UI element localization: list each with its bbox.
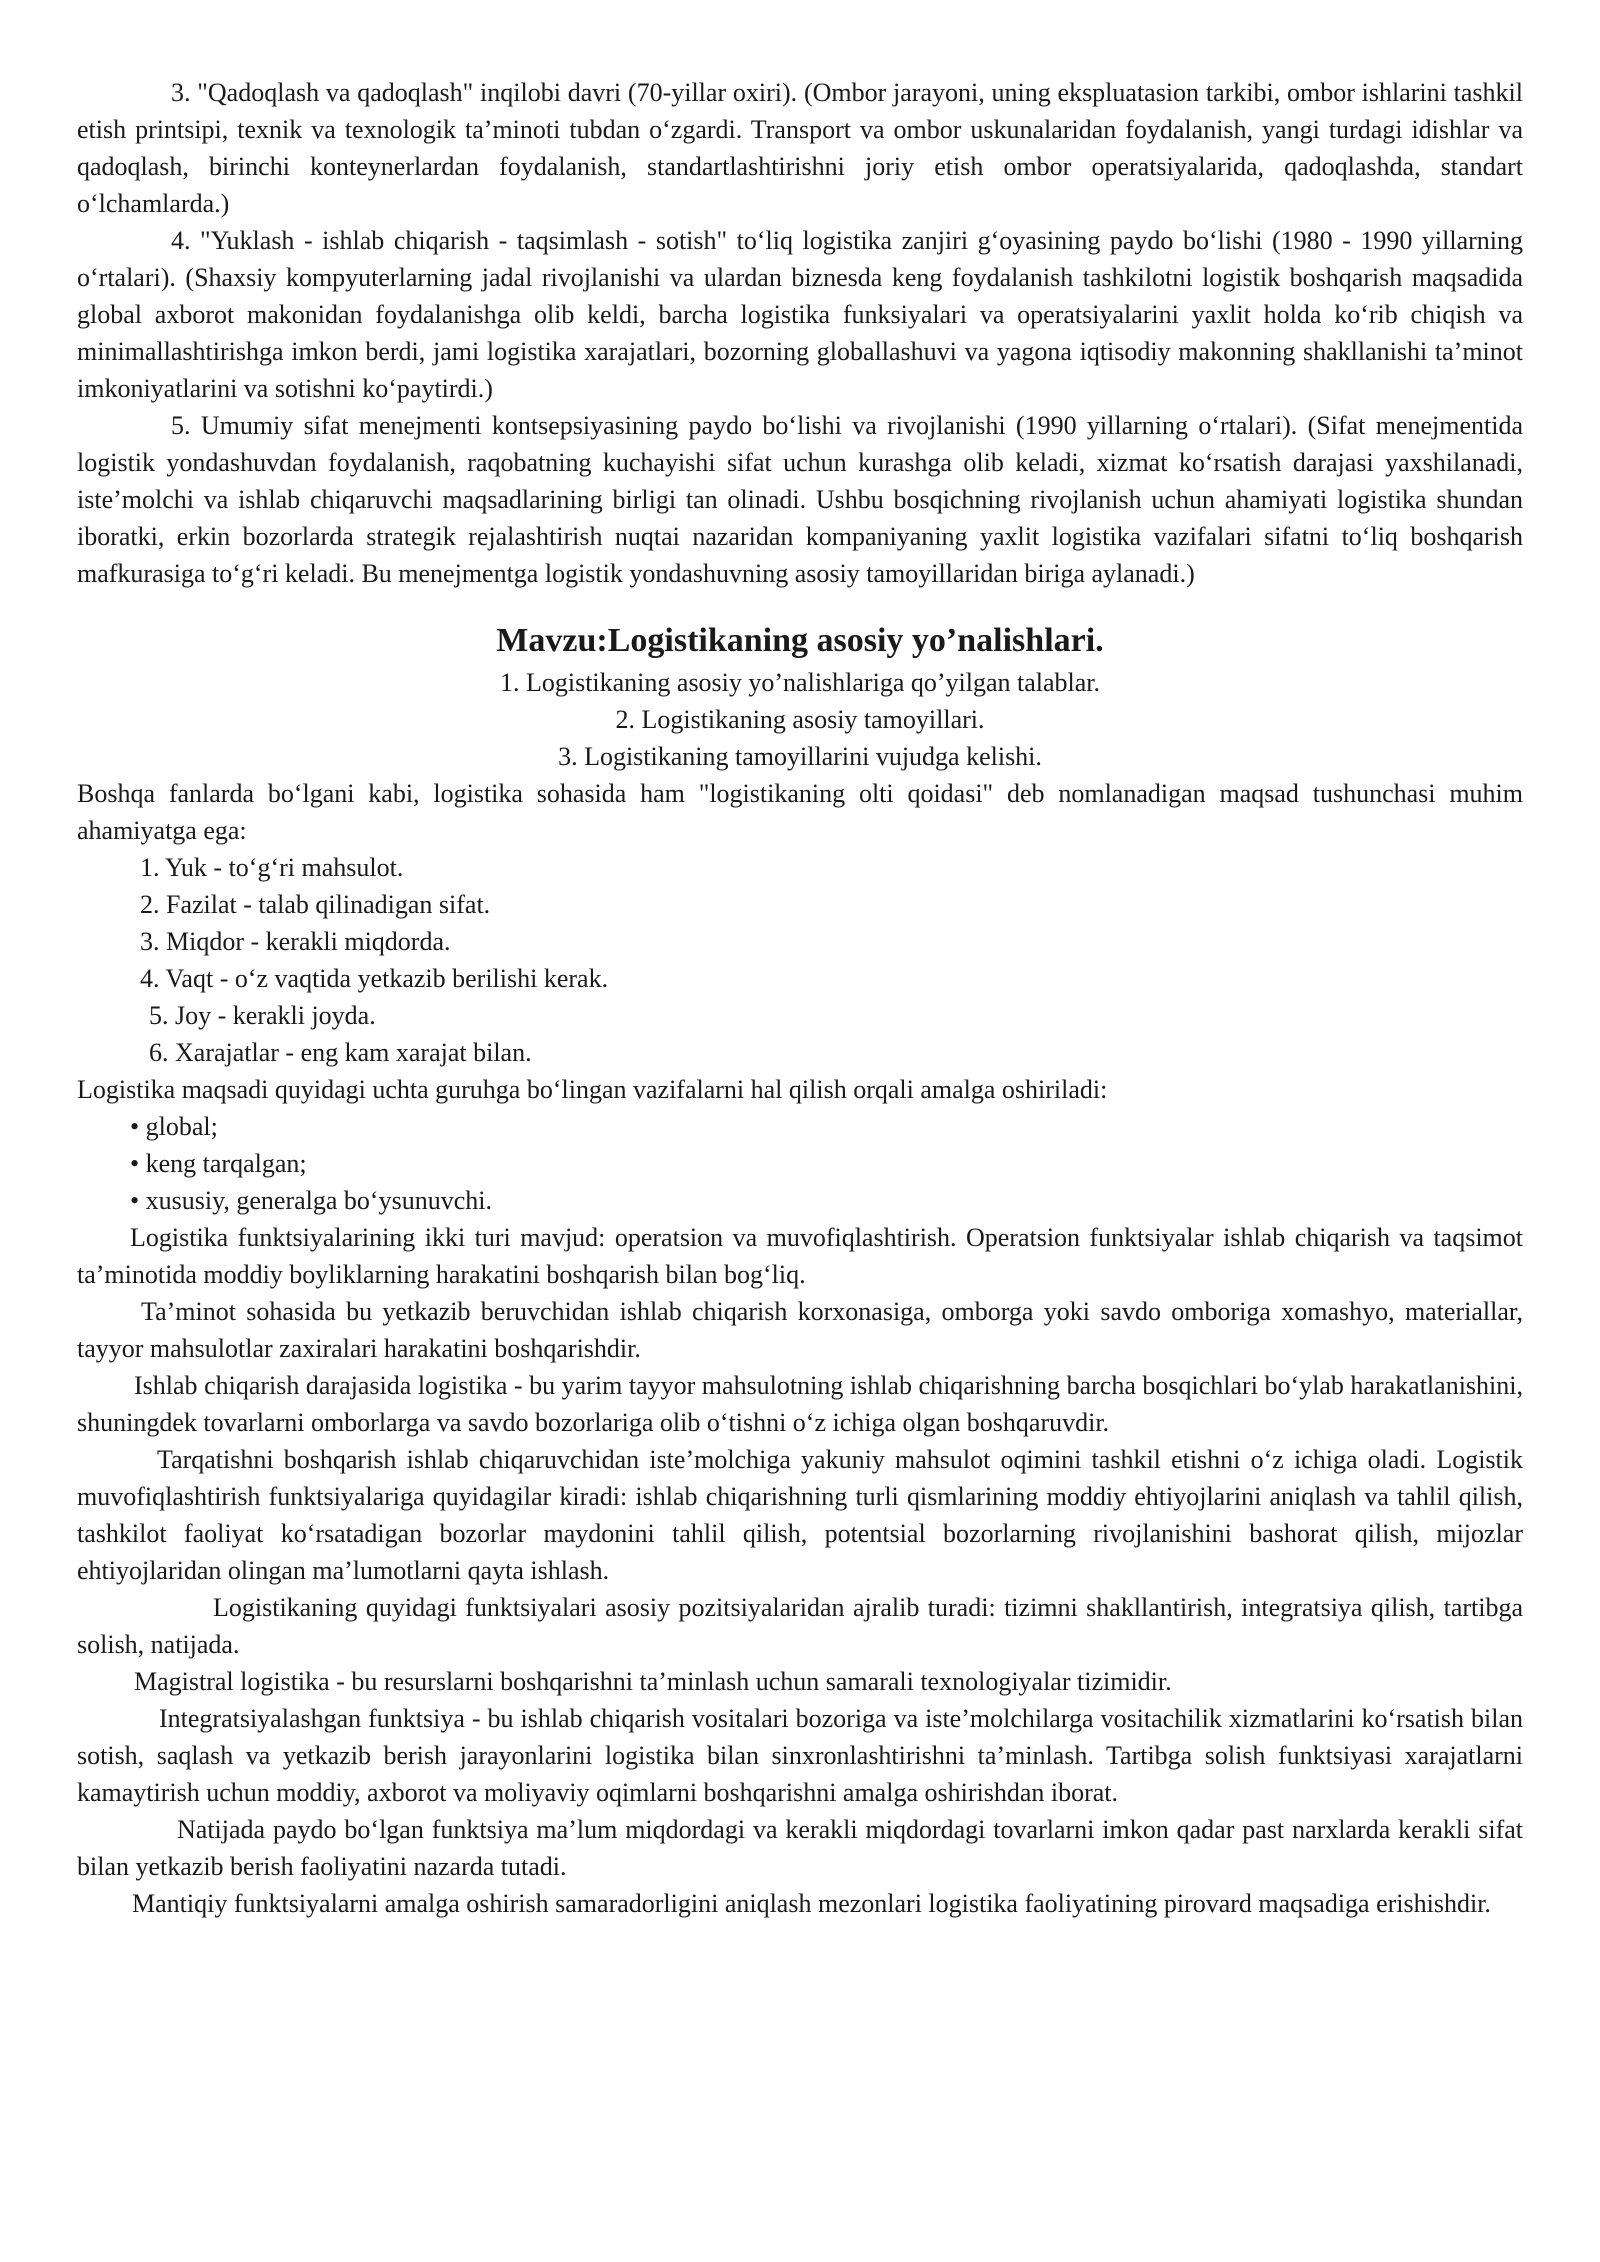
subtopic-3: 3. Logistikaning tamoyillarini vujudga kelishi. xyxy=(558,742,1042,771)
rule-item-6: 6. Xarajatlar - eng kam xarajat bilan. xyxy=(149,1038,532,1067)
subtopic-1: 1. Logistikaning asosiy yo’nalishlariga qo’yilgan talablar. xyxy=(499,668,1101,697)
topic-title: Logistikaning asosiy yo’nalishlari. xyxy=(607,622,1104,659)
paragraph-function-types: Logistika funktsiyalarining ikki turi mavjud: operatsion va muvofiqlashtirish. Operatsion funktsiyalar ishlab chiqarish va taqsimot ta’minotida moddiy boyliklarning harakatini boshqarish bilan bog‘liq. xyxy=(77,1223,1523,1289)
paragraph-period-3: 3. "Qadoqlash va qadoqlash" inqilobi davri (70-yillar oxiri). (Ombor jarayoni, uning ekspluatasion tarkibi, ombor ishlarini tashkil etish printsipi, texnik va texnologik ta’minoti tubdan o‘zgardi. Transport va ombor uskunalaridan foydalanish, yangi turdagi idishlar va qadoqlash, birinchi konteynerlardan foydalanish, standartlashtirishni joriy etish ombor operatsiyalarida, qadoqlashda, standart o‘lchamlarda.) xyxy=(77,78,1523,218)
six-rules-list xyxy=(77,849,1523,1071)
paragraph-functions-positions: Logistikaning quyidagi funktsiyalari asosiy pozitsiyalaridan ajralib turadi: tizimni shakllantirish, integratsiya qilish, tartibga solish, natijada. xyxy=(77,1593,1523,1659)
topic-label: Mavzu xyxy=(496,622,597,659)
document-page xyxy=(77,74,1523,1922)
group-item-global: • global; xyxy=(130,1112,218,1141)
rule-item-1: 1. Yuk - to‘g‘ri mahsulot. xyxy=(140,853,404,882)
paragraph-period-4: 4. "Yuklash - ishlab chiqarish - taqsimlash - sotish" to‘liq logistika zanjiri g‘oyasining paydo bo‘lishi (1980 - 1990 yillarning o‘rtalari). (Shaxsiy kompyuterlarning jadal rivojlanishi va ulardan biznesda keng foydalanish tashkilotni logistik boshqarish maqsadida global axborot makonidan foydalanishga olib keldi, barcha logistika funksiyalari va operatsiyalarini yaxlit holda ko‘rib chiqish va minimallashtirishga imkon berdi, jami logistika xarajatlari, bozorning globallashuvi va yagona iqtisodiy makonning shakllanishi ta’minot imkoniyatlarini va sotishni ko‘paytirdi.) xyxy=(77,226,1523,403)
paragraph-resulting-function: Natijada paydo bo‘lgan funktsiya ma’lum miqdordagi va kerakli miqdordagi tovarlarni imkon qadar past narxlarda kerakli sifat bilan yetkazib berish faoliyatini nazarda tutadi. xyxy=(77,1815,1523,1881)
groups-intro-paragraph: Logistika maqsadi quyidagi uchta guruhga bo‘lingan vazifalarni hal qilish orqali amalga oshiriladi: xyxy=(77,1075,1108,1104)
paragraph-supply: Ta’minot sohasida bu yetkazib beruvchidan ishlab chiqarish korxonasiga, omborga yoki savdo omboriga xomashyo, materiallar, tayyor mahsulotlar zaxiralari harakatini boshqarishdir. xyxy=(77,1297,1523,1363)
group-item-widespread: • keng tarqalgan; xyxy=(130,1149,307,1178)
rule-item-5: 5. Joy - kerakli joyda. xyxy=(149,1001,376,1030)
paragraph-integrated-function: Integratsiyalashgan funktsiya - bu ishlab chiqarish vositalari bozoriga va iste’molchilarga vositachilik xizmatlarini ko‘rsatish bilan sotish, saqlash va yetkazib berish jarayonlarini logistika bilan sinxronlashtirishni ta’minlash. Tartibga solish funktsiyasi xarajatlarni kamaytirish uchun moddiy, axborot va moliyaviy oqimlarni boshqarishni amalga oshirishdan iborat. xyxy=(77,1704,1523,1807)
paragraph-criteria: Mantiqiy funktsiyalarni amalga oshirish samaradorligini aniqlash mezonlari logistika faoliyatining pirovard maqsadiga erishishdir. xyxy=(132,1889,1491,1918)
rule-item-4: 4. Vaqt - o‘z vaqtida yetkazib berilishi kerak. xyxy=(140,964,609,993)
paragraph-trunk-logistics: Magistral logistika - bu resurslarni boshqarishni ta’minlash uchun samarali texnologiyalar tizimidir. xyxy=(134,1667,1172,1696)
task-groups-list xyxy=(77,1108,1523,1219)
paragraph-period-5: 5. Umumiy sifat menejmenti kontsepsiyasining paydo bo‘lishi va rivojlanishi (1990 yillarning o‘rtalari). (Sifat menejmentida logistik yondashuvdan foydalanish, raqobatning kuchayishi sifat uchun kurashga olib keladi, xizmat ko‘rsatish darajasi yaxshilanadi, iste’molchi va ishlab chiqaruvchi maqsadlarining birligi tan olinadi. Ushbu bosqichning rivojlanish uchun ahamiyati logistika shundan iboratki, erkin bozorlarda strategik rejalashtirish nuqtai nazaridan kompaniyaning yaxlit logistika vazifalari sifatni to‘liq boshqarish mafkurasiga to‘g‘ri keladi. Bu menejmentga logistik yondashuvning asosiy tamoyillaridan biriga aylanadi.) xyxy=(77,411,1523,588)
subtopic-2: 2. Logistikaning asosiy tamoyillari. xyxy=(615,705,985,734)
topic-separator: : xyxy=(596,622,608,659)
section-spacer xyxy=(77,592,1523,618)
rules-intro-paragraph: Boshqa fanlarda bo‘lgani kabi, logistika sohasida ham "logistikaning olti qoidasi" deb nomlanadigan maqsad tushunchasi muhim ahamiyatga ega: xyxy=(77,779,1523,845)
group-item-private: • xususiy, generalga bo‘ysunuvchi. xyxy=(130,1186,492,1215)
paragraph-distribution: Tarqatishni boshqarish ishlab chiqaruvchidan iste’molchiga yakuniy mahsulot oqimini tashkil etishni o‘z ichiga oladi. Logistik muvofiqlashtirish funktsiyalariga quyidagilar kiradi: ishlab chiqarishning turli qismlarining moddiy ehtiyojlarini aniqlash va tahlil qilish, tashkilot faoliyat ko‘rsatadigan bozorlar maydonini tahlil qilish, potentsial bozorlarning rivojlanishini bashorat qilish, mijozlar ehtiyojlaridan olingan ma’lumotlarni qayta ishlash. xyxy=(77,1445,1523,1585)
topic-heading xyxy=(77,618,1523,664)
rule-item-3: 3. Miqdor - kerakli miqdorda. xyxy=(140,927,451,956)
paragraph-production: Ishlab chiqarish darajasida logistika - bu yarim tayyor mahsulotning ishlab chiqarishning barcha bosqichlari bo‘ylab harakatlanishini, shuningdek tovarlarni omborlarga va savdo bozorlariga olib o‘tishni o‘z ichiga olgan boshqaruvdir. xyxy=(77,1371,1523,1437)
rule-item-2: 2. Fazilat - talab qilinadigan sifat. xyxy=(140,890,491,919)
